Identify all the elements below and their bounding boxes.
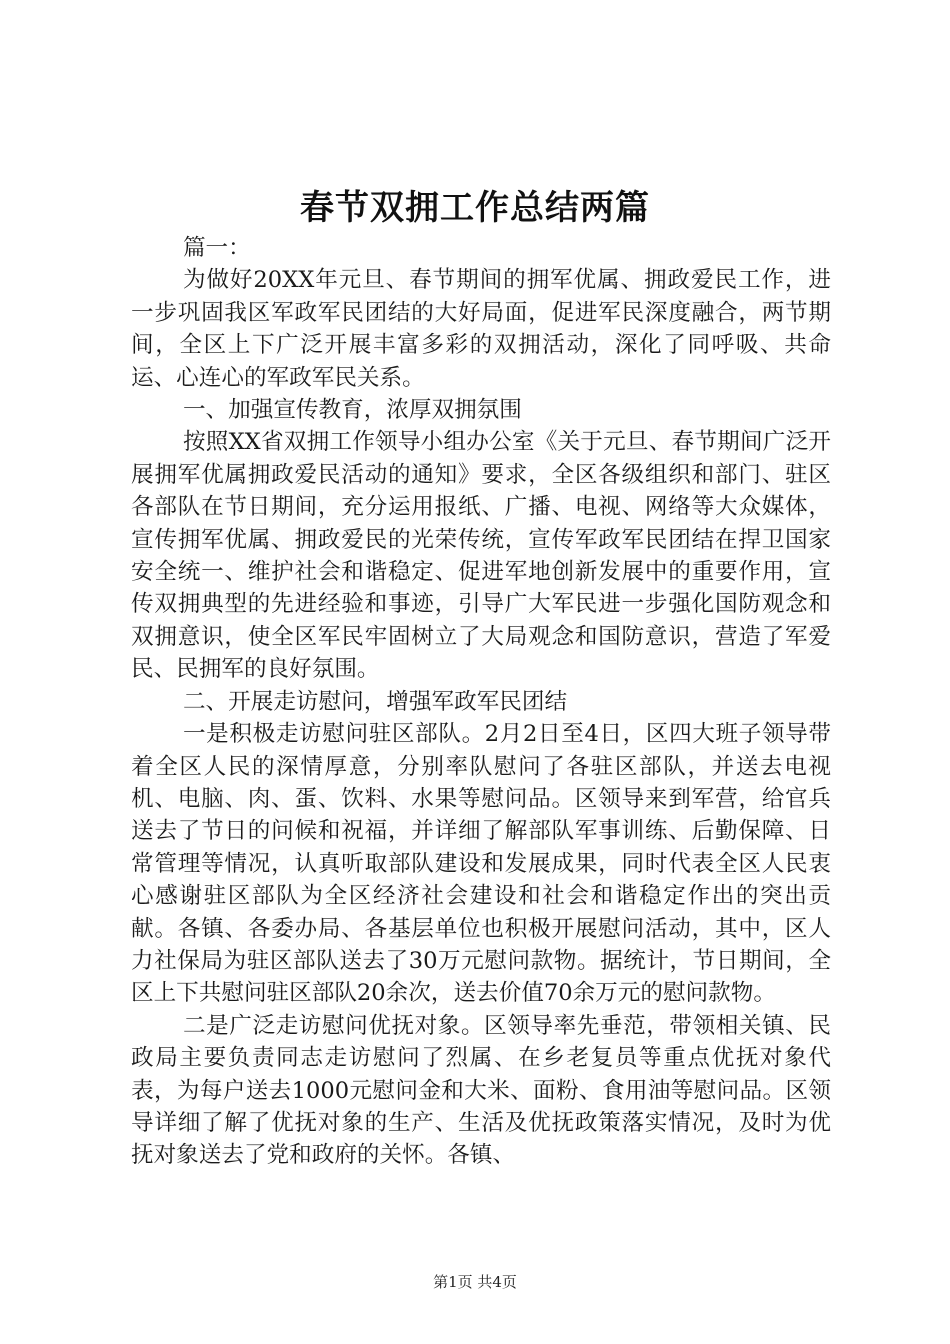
paragraph-visit-beneficiaries: 二是广泛走访慰问优抚对象。区领导率先垂范，带领相关镇、民政局主要负责同志走访慰问了烈属、在乡老复员等重点优抚对象代表，为每户送去1000元慰问金和大米、面粉、食用油等慰问品。区领导详细了解了优抚对象的生产、生活及优抚政策落实情况，及时为优抚对象送去了党和政府的关怀。各镇、 (131, 1012, 831, 1169)
paragraph-visit-troops: 一是积极走访慰问驻区部队。2月2日至4日，区四大班子领导带着全区人民的深情厚意，分别率队慰问了各驻区部队，并送去电视机、电脑、肉、蛋、饮料、水果等慰问品。区领导来到军营，给官兵送去了节日的问候和祝福，并详细了解部队军事训练、后勤保障、日常管理等情况，认真听取部队建设和发展成果，同时代表全区人民衷心感谢驻区部队为全区经济社会建设和社会和谐稳定作出的突出贡献。各镇、各委办局、各基层单位也积极开展慰问活动，其中，区人力社保局为驻区部队送去了30万元慰问款物。据统计，节日期间，全区上下共慰问驻区部队20余次，送去价值70余万元的慰问款物。 (131, 721, 831, 1007)
section-heading-1: 一、加强宣传教育，浓厚双拥氛围 (182, 397, 522, 424)
paragraph-part-one: 篇一： (182, 235, 251, 261)
section-heading-2: 二、开展走访慰问，增强军政军民团结 (182, 688, 568, 715)
paragraph-intro: 为做好20XX年元旦、春节期间的拥军优属、拥政爱民工作，进一步巩固我区军政军民团结的大好局面，促进军民深度融合，两节期间，全区上下广泛开展丰富多彩的双拥活动，深化了同呼吸、共命运、心连心的军政军民关系。 (131, 267, 831, 391)
document-title: 春节双拥工作总结两篇 (300, 188, 650, 228)
document-body (131, 232, 831, 1172)
paragraph-publicity: 按照XX省双拥工作领导小组办公室《关于元旦、春节期间广泛开展拥军优属拥政爱民活动的通知》要求，全区各级组织和部门、驻区各部队在节日期间，充分运用报纸、广播、电视、网络等大众媒体，宣传拥军优属、拥政爱民的光荣传统，宣传军政军民团结在捍卫国家安全统一、维护社会和谐稳定、促进军地创新发展中的重要作用，宣传双拥典型的先进经验和事迹，引导广大军民进一步强化国防观念和双拥意识，使全区军民牢固树立了大局观念和国防意识，营造了军爱民、民拥军的良好氛围。 (131, 429, 831, 683)
page-footer: 第1页 共4页 (433, 1273, 517, 1291)
